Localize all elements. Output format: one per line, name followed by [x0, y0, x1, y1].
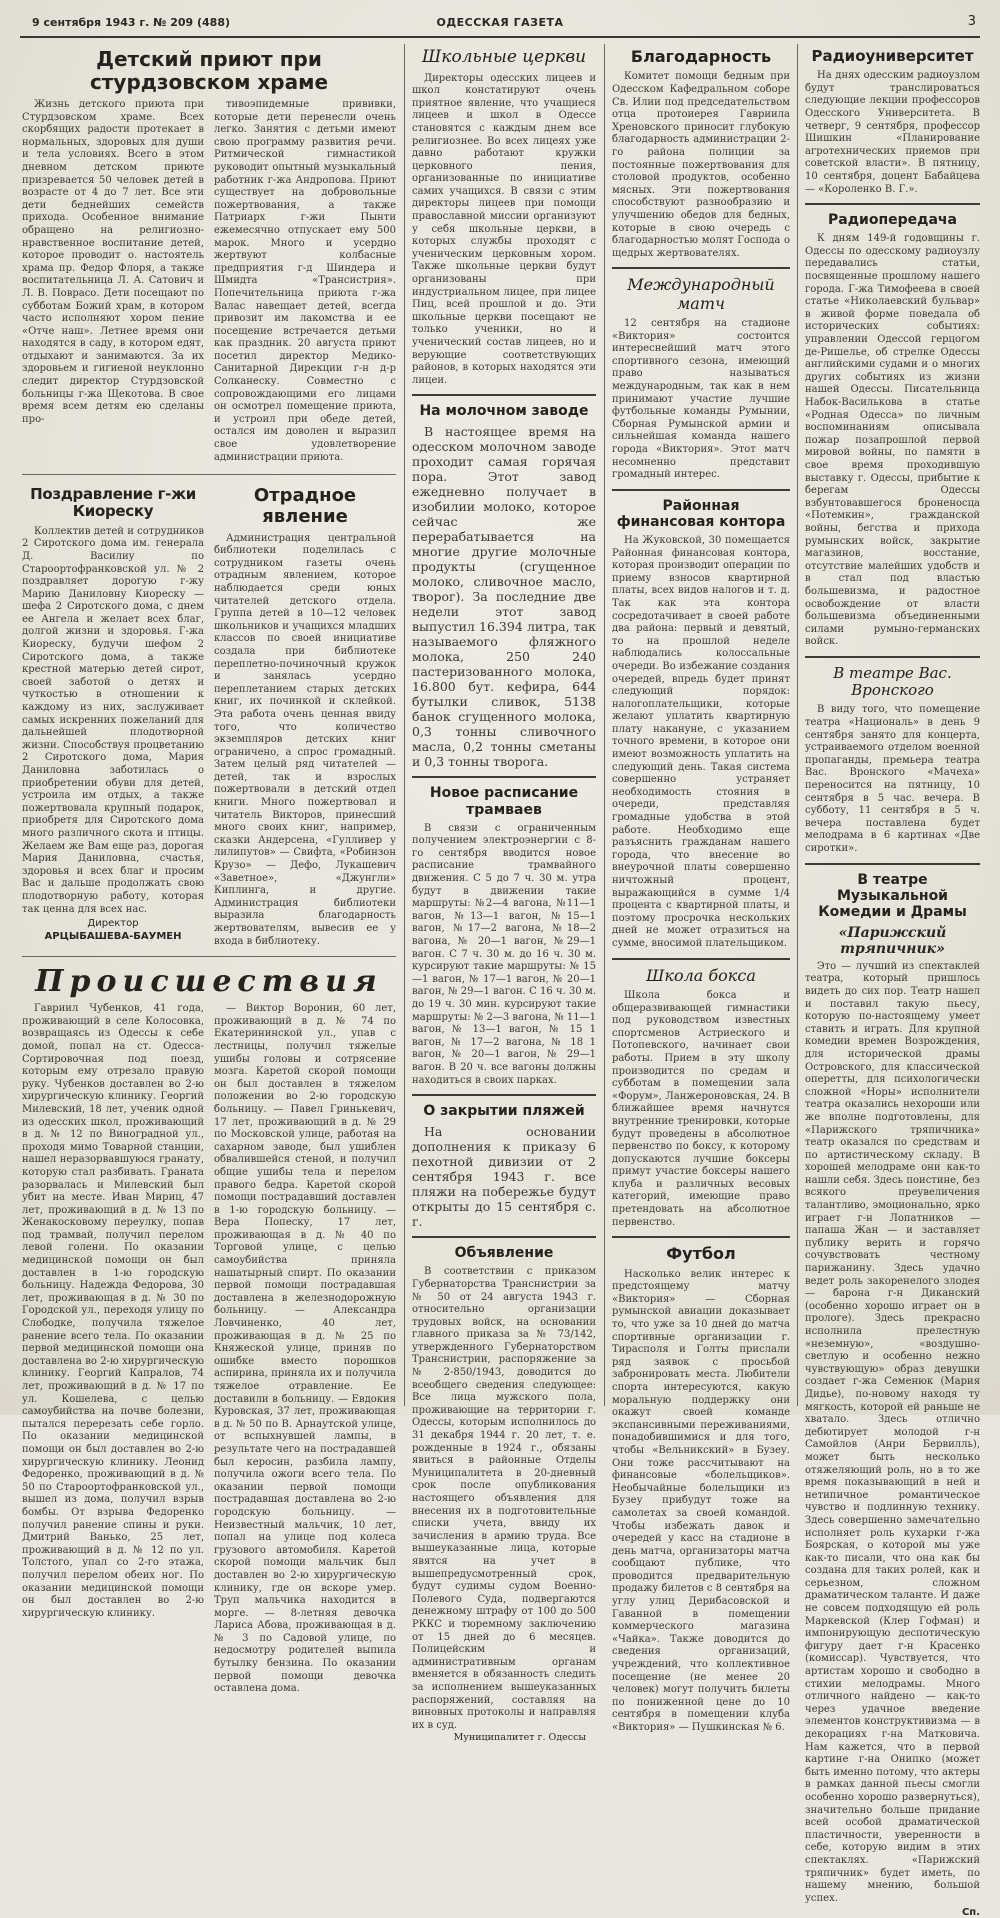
orphanage-article [22, 99, 396, 464]
radio-headline: Радиопередача [828, 212, 957, 229]
orphanage-text-a: Жизнь детского приюта при Стурдзовском храме. Всех скорбящих радости протекает в нормальных, здоровых для души и тела условиях. Всего в этом дневном детском приюте призревается 50 человек детей в возрасте от 4 до 7 лет. Все эти дети беднейших семейств прихода. Особенное внимание обращено на религиозно-нравственное воспитание детей, которое проводит о. настоятель храма пр. Федор Флоря, а также воспитательница Л. А. Сатович и Л. В. Поврасо. Дети посещают по субботам Божий храм, в котором часто исполняют хором пение «Отче наш». Летнее время они находятся в саду, в котором едят, отдыхают и занимаются. За их здоровьем и гигиеной неуклонно следит директор Стурдзовской больницы г-жа Щекотова. В свое время всем детям ею сделаны про- [22, 99, 204, 425]
divider [412, 776, 596, 778]
vronsky-headline: В театре Вас. Вронского [833, 663, 952, 700]
column-rule [604, 44, 605, 1406]
congrats-sign-name: АРЦЫБАШЕВА-БАУМЕН [44, 931, 182, 943]
tram-headline: Новое расписание трамваев [429, 785, 579, 818]
dairy-text: В настоящее время на одесском молочном заводе проходит самая горячая пора. Этот завод ежедневно получает в изобилии молоко, которое сейчас же перерабатывается на многие другие молочные продукты (сгущенное молоко, сливочное масло, творог). За последние две недели этот завод выпустил 16.394 литра, так называемого фляжного молока, 250 240 пастеризованного молока, 16.800 бут. кефира, 644 бутылки сливок, 5138 банок сгущенного молока, 0,3 тонны сливочного масла, 0,2 тонны сметаны и 0,3 тонны творога. [412, 424, 596, 770]
football-headline: Футбол [666, 1244, 736, 1264]
musical-subtitle: «Парижский тряпичник» [838, 924, 947, 957]
notice-headline: Объявление [454, 1245, 554, 1262]
beach-headline: О закрытии пляжей [423, 1103, 585, 1120]
notice-signature: Муниципалитет г. Одессы [453, 1732, 586, 1744]
masthead [20, 12, 980, 38]
thanks-text: Комитет помощи бедным при Одесском Кафедральном соборе Св. Илии под председательством отца протоиерея Гавриила Хреновского приносит глубокую благодарность администрации 2-го района полиции за постоянные пожертвования для столовой продуктов, особенно мясных. Эти пожертвования способствуют разнообразию и улучшению обедов для бедных, которые в свою очередь с благодарностью молят Господа о щедрых жертвователях. [612, 71, 790, 259]
boxing-text: Школа бокса и общеразвивающей гимнастики под руководством известных спортсменов Астриеского и Потопевского, начинает свои работы. Прием в эту школу производится по средам и субботам в помещении зала «Форум», Ланжероновская, 24. В ближайшее время начнутся внутренние тренировки, которые будут проведены в абсолютное первенство по боксу, к которому допускаются лучшие боксеры примут участие боксеры нашего клуба и различных весовых категорий, имеющие право претендовать на абсолютное первенство. [612, 989, 790, 1228]
divider [22, 956, 396, 957]
incidents-text-b: — Виктор Воронин, 60 лет, проживающий в д. № 74 по Екатерининской ул., упав с лестницы, получил тяжелые ушибы головы и сотрясение мозга. Каретой скорой помощи он был доставлен в тяжелом положении во 2-ю городскую больницу. — Павел Гринькевич, 17 лет, проживающий в д. № 29 по Московской улице, работая на сахарном заводе, был ушиблен обвалившейся стеной, и получил общие ушибы тела и перелом правого бедра. Каретой скорой помощи пострадавший доставлен в 1-ю городскую больницу. — Вера Попеску, 17 лет, проживающая в д. № 40 по Торговой улице, с целью самоубийства приняла нашатырный спирт. По оказании первой помощи пострадавшая доставлена в железнодорожную больницу. — Александра Ловчиненко, 40 лет, проживающая в д. № 25 по Княжеской улице, приняв по ошибке вместо порошков аспирина, приняла их и получила тяжелое отравление. Ее доставили в больницу. — Евдокия Куровская, 37 лет, проживающая в д. № 50 по В. Арнаутской улице, от вспыхнувшей лампы, в результате чего на пострадавшей был керосин, разбила лампу, получила ожоги всего тела. По оказании первой помощи пострадавшая доставлена во 2-ю городскую больницу. — Неизвестный мальчик, 10 лет, попал на улице под колеса грузового автомобиля. Каретой скорой помощи мальчик был доставлен во 2-ю хирургическую клинику, где он вскоре умер. Труп мальчика находится в морге. — 8-летняя девочка Лариса Абова, проживающая в д. № 3 по Садовой улице, по недосмотру родителей выпила бутылку бензина. По оказании первой помощи девочка оставлена дома. [214, 1003, 396, 1695]
divider [805, 863, 980, 865]
congrats-sign-role: Директор [87, 918, 139, 930]
vronsky-text: В виду того, что помещение театра «Националь» в день 9 сентября занято для концерта, устраиваемого отделом военной пропаганды, премьера театра Вас. Вронского «Мачеха» переносится на пятницу, 10 сентября в 5 час. вечера. В субботу, 11 сентября в 5 ч. вечера поставлена будет мелодрама в 6 картинах «Две сиротки». [805, 704, 980, 854]
orphanage-headline: Детский приют при стурдзовском храме [89, 47, 329, 94]
divider [412, 1236, 596, 1238]
column-4 [805, 44, 980, 1918]
newspaper-name: ОДЕССКАЯ ГАЗЕТА [436, 16, 564, 29]
churches-headline: Школьные церкви [421, 47, 587, 67]
incidents-headline: Происшествия [35, 964, 383, 1000]
beach-text: На основании дополнения к приказу 6 пехотной дивизии от 2 сентября 1943 г. все пляжи на побережье будут открыты до 15 сентября с. г. [412, 1124, 596, 1230]
dairy-headline: На молочном заводе [419, 403, 589, 420]
divider [412, 394, 596, 396]
uplifting-article [214, 482, 396, 948]
divider [612, 1236, 790, 1238]
radio-univ-headline: Радиоуниверситет [811, 47, 974, 65]
uplifting-text: Администрация центральной библиотеки поделилась с сотрудником газеты очень отрадным явлением, которое наблюдается среди юных читателей детского отдела. Группа детей в 10—12 человек школьников и учащихся младших классов по своей инициативе создала при библиотеке переплетно-починочный кружок и занялась усердно переплетанием старых детских книг, их починкой и склейкой. Эта работа очень ценная ввиду того, что количество экземпляров детских книг ограничено, а спрос громадный. Затем целый ряд читателей — детей, так и взрослых пожертвовали в детский отдел книги. Много пожертвовал и читатель Викторов, принесший много своих книг, например, сказки Андерсена, «Гулливер у лилипутов» — Свифта, «Робинзон Крузо» — Дефо, Лукашевич «Заветное», «Джунгли» Киплинга, и другие. Администрация библиотеки выразила благодарность жертвователям, вывесив ее у входа в библиотеку. [214, 532, 396, 947]
orphanage-text-b: тивоэпидемные прививки, которые дети перенесли очень легко. Занятия с детьми имеют свою программу развития речи. Ритмической гимнастикой руководит опытный музыкальный работник г-жа Андропова. Приют существует на добровольные пожертвования, а также Патриарх г-жи Пынти ежемесячно отпускает ему 500 марок. Много и усердно жертвуют колбасные предприятия г-д Шиндера и Шмидта «Трансистрия». Попечительница приюта г-жа Валас навещает детей, всегда привозит им лакомства и ее посещение встречается детьми как праздник. 20 августа приют посетил директор Медико-Санитарной Дирекции г-н д-р Солканеску. Совместно с сопровождающими его лицами он осмотрел помещение приюта, и устроил при обеде детей, остался им доволен и выразил свое удовлетворение администрации приюта. [214, 99, 396, 463]
issue-date: 9 сентября 1943 г. № 209 (488) [32, 16, 231, 29]
incidents-article [22, 1003, 396, 1696]
musical-headline: В театре Музыкальной Комедии и Драмы [818, 871, 967, 920]
notice-text: В соответствии с приказом Губернаторства Транснистрии за № 50 от 24 августа 1943 г. относительно организации трудовых войск, на основании главного приказа за № 73/142, утвержденного Губернаторством Транснистрии, распоряжение за № 2-850/1943, доводится до всеобщего сведения следующее: Все лица мужского пола, проживающие на территории г. Одессы, которым исполнилось до 31 декабря 1944 г. 20 лет, т. е. рожденные в 1924 г., обязаны явиться в районные Отделы Муниципалитета в 20-дневный срок после опубликования настоящего объявления для внесения их в подготовительные списки учета, ввиду их зачисления в армию труда. Все вышеуказанные лица, которые явятся на учет в вышепредусмотренный срок, будут судимы судом Военно-Полевого Суда, подвергаются денежному штрафу от 100 до 500 РККС и тюремному заключению от 15 дней до 6 месяцев. Полицейским и административным органам вменяется в обязанность следить за исполнением вышеуказанных распоряжений, составляя на виновных протоколы и направляя их в суд. [412, 1266, 596, 1731]
uplifting-headline: Отрадное явление [253, 485, 357, 527]
divider [612, 267, 790, 269]
radio-text: К дням 149-й годовщины г. Одессы по одесскому радиоузлу передавались статьи, посвященные прошлому нашего города. Г-жа Тимофеева в своей статье «Николаевский бульвар» в живой форме поведала об исторических событиях: управлении Одессой герцогом де-Ришелье, об стрелке Одессы английскими судами и о многих других событиях из жизни нашей Одессы. Писательница Набок-Васильковa в статье «Родная Одесса» по личным воспоминаниям описывала пожар позапрошлой первой мировой войны, по памяти в свое время проходившую выставку г. Одессы, прибытие к берегам Одессы взбунтовавшегося броненосца «Потемкин», гражданской войны, бегства и прихода румынских войск, закрытие магазинов, восстание, отсутствие малейших удобств и в стал под властью большевизма, и радостное освобождение от власти большевизма объединенными силами румыно-германских войск. [805, 233, 980, 648]
incidents-text-a: Гавриил Чубенков, 41 года, проживающий в селе Колосовка, возвращаясь из Одессы к себе домой, попал на ст. Одесса-Сортировочная под поезд, которым ему отрезало правую руку. Чубенков доставлен во 2-ю хирургическую клинику. Георгий Милевский, 18 лет, ученик одной из одесских школ, проживающий в д. № 12 по Виноградной ул., проходя мимо Товарной станции, нашел неразорвавшуюся гранату, которую стал разбивать. Граната разорвалась и Милевский был убит на месте. Иван Мириц, 47 лет, проживающий в д. № 13 по Женакосковому переулку, попав под трамвай, получил перелом левой голени. По оказании медицинской помощи он был доставлен в 1-ю городскую больницу. Надежда Федорова, 30 лет, проживающая в д. № 30 по Городской ул., переходя улицу по Слободке, получила тяжелое ранение всего тела. По оказании первой медицинской помощи она доставлена во 2-ю хирургическую клинику. Георгий Капралов, 74 лет, проживающий в д. № 17 по ул. Кошелева, с целью самоубийства на почве болезни, пытался перерезать себе горло. По оказании медицинской помощи он был доставлен во 2-ю хирургическую клинику. Леонид Федоренко, проживающий в д. № 50 по Староортофранковской ул., вышел из дома, получил взрыв бомбы. От взрыва Федоренко получил ранение спины и руки. Дмитрий Ванько, 25 лет, проживающий в д. № 12 по ул. Толстого, упал со 2-го этажа, получил перелом обеих ног. По оказании медицинской помощи он был доставлен во 2-ю хирургическую клинику. [22, 1003, 204, 1619]
congrats-text: Коллектив детей и сотрудников 2 Сиротского дома им. генерала Д. Василиу по Староортофранковской ул. № 2 поздравляет дорогую г-жу Марию Даниловну Киореску — шефа 2 Сиротского дома, с днем ее Ангела и желает всех благ, долгой жизни и здоровья. Г-жа Киореску, будучи шефом 2 Сиротского дома, а также крестной матерью детей сирот, своей заботой о детях и чуткостью в отношении к каждому из них, заслуживает самых искренних пожеланий для дальнейшей плодотворной жизни. Способствуя процветанию 2 Сиротского дома, Мария Даниловна заботилась о приобретении обуви для детей, устроила им отдых, а также пожертвовала крупный подарок, приобретя для Сиротского дома много различного скота и птицы. Желаем же Вам еще раз, дорогая Мария Даниловна, счастья, здоровья и всех благ и просим Вас и дальше продолжать свою плодотворную работу, которая так ценна для всех нас. [22, 525, 204, 915]
divider [612, 958, 790, 960]
finance-headline: Районная финансовая контора [616, 497, 786, 530]
column-3 [612, 44, 790, 1734]
musical-signature: Сп. [961, 1907, 980, 1918]
match-headline: Международный матч [627, 275, 775, 313]
divider [22, 474, 396, 475]
column-2 [412, 44, 596, 1744]
congrats-headline: Поздравление г-жи Киореску [30, 485, 196, 521]
finance-text: На Жуковской, 30 помещается Районная финансовая контора, которая производит операции по приему взносов квартирной платы, всех видов налогов и т. д. Так как эта контора сосредотачивает в своей работе два района: первый и девятый, то на прошлой неделе наблюдались колоссальные очереди. Во избежание создания очередей, впредь будет принят следующий порядок: налогоплательщики, которые желают уплатить квартирную плату накануне, с указанием точного времени, в которое они имеют возможность уплатить на следующий день. Такая система совершенно устраняет необходимость стояния в очереди, представляя громадные удобства в этой работе. Необходимо еще разъяснить гражданам нашего города, что внесение во внеурочной платы совершенно ничтожный процент, выражающийся в сумме 1/4 процента с квартирной платы, и поэтому просрочка нескольких дней не может отразиться на сумме, вносимой плательщиком. [612, 534, 790, 949]
match-text: 12 сентября на стадионе «Виктория» состоится интереснейший матч этого спортивного сезона, имеющий право называться международным, так как в нем принимают участие лучшие футбольные команды Румынии, Сборная Румынской армии и сильнейшая команда нашего города «Виктория». Этот матч несомненно представит громадный интерес. [612, 318, 790, 481]
football-text: Насколько велик интерес к предстоящему матчу «Виктория» — Сборная румынской авиации доказывает то, что уже за 10 дней до матча спортивные организации г. Тирасполя и Голты прислали ряд заявок с просьбой забронировать места. Любители спорта интересуются, какую моральную поддержку они окажут своей команде экспансивными переживаниями, понадобившимися и для того, чтобы «Вельникский» в Бузеу. Они тоже рассчитывают на финансовые «болельщиков». Необычайные болельщики из Бузеу прибудут тоже на самолетах за своей командой. Чтобы избежать давок и очередей у касс на стадионе в день матча, организаторы матча сообщают публике, что проводится предварительную продажу билетов с 8 сентября на углу улиц Дерибасовской и Гаванной в помещении коммерческого магазина «Чайка». Также доводится до сведения организаций, учреждений, что коллективное посещение (не менее 20 человек) могут получить билеты по пониженной цене до 10 сентября в помещении клуба «Виктория» — Пушкинская № 6. [612, 1268, 790, 1734]
musical-text: Это — лучший из спектаклей театра, который пришлось видеть до сих пор. Театр нашел и поставил такую пьесу, которую по-настоящему умеет ставить и играть. Для крупной комедии времен Возрождения, для исторической драмы Островского, для классической оперетты, для психологически сложной «Норы» исполнители театра оказались нехороши или же вполне подготовлены, для «Парижского тряпичника» театр оказался по средствам и по артистическому складу. В хорошей мелодраме они как-то нашли себя. Здесь поистине, без всякого преувеличения талантливо, эмоционально, ярко играет г-н Лопатников — папаша Жан — и заставляет публику верить и горячо сочувствовать честному парижанину. Здесь удачно ведет роль закоренелого злодея — барона г-н Диканский (особенно хорошо играет он в прологе). Здесь прекрасно исполнила прелестную «неземную», «воздушно-светлую и особенно нежно чувствующую» образ девушки создает г-жа Семенюк (Мария Дидье), по-новому находя ту мягкость, которой ей раньше не хватало. Здесь отлично дебютирует молодой г-н Самойлов (Анри Бервилль), может быть несколько отяжеляющий роль, но в то же время показывающий в ней и нетипичное романтическое чувство и подлинную технику. Здесь совершенно замечательно исполняет роль кухарки г-жа Боярская, о которой мы уже как-то писали, что она как бы создана для таких ролей, как и серьезном, сложном драматическом таланте. И даже не совсем подходящую ей роль Маркевской (Клер Гофман) и импонирующую деспотическую фигуру дает г-н Красенко (комиссар). Чувствуется, что артистам хорошо и свободно в стихии мелодрамы. Много отличного найдено — как-то через удачное введение элементов конструктивизма — в декорациях г-на Матковича. Нам кажется, что в первой картине г-на Онипко (может быть именно потому, что актеры в рамках данной пьесы смогли особенно хорошо развернуться), значительно больше придание всей особой драматической пластичности, уверенности в себе, которую видим в этих спектаклях. «Парижский тряпичник» будет иметь, по нашему мнению, большой успех. [805, 960, 980, 1904]
churches-text: Директоры одесских лицеев и школ констатируют очень приятное явление, что учащиеся лицеев и школ в Одессе становятся с каждым днем все религиознее. Во всех лицеях уже давно работают кружки церковного пения, организованные по инициативе самих учащихся. В связи с этим директоры лицеев при помощи православной миссии организуют у себя школьные церкви, в которых службы проходят с ученическим церковным хором. Также школьные церкви будут организованы при индустриальном лицее, при лицее Пиц, всей прошлой и до. Эти школьные церкви посещают не только ученики, но и ученический состав лицеев, но и верующие соответствующих районов, в которых находятся эти лицеи. [412, 72, 596, 386]
divider [805, 203, 980, 205]
column-1 [22, 44, 396, 1695]
column-rule [404, 44, 405, 1406]
divider [412, 1094, 596, 1096]
tram-text: В связи с ограниченным получением электроэнергии с 8-го сентября вводится новое расписание трамвайного движения. С 5 до 7 ч. 30 м. утра будут в движении такие маршруты: №2—4 вагона, №11—1 вагон, №13—1 вагон, №15—1 вагон, №17—2 вагона, №18—2 вагона, № 20—1 вагон, №29—1 вагон. С 7 ч. 30 м. до 16 ч. 30 м. курсируют такие маршруты: № 15—1 вагон, № 17—1 вагон, № 20—1 вагон, № 29—1 вагон. С 16 ч. 30 м. до 19 ч. 30 мин. курсируют такие маршруты: № 2—3 вагона, № 11—1 вагон, № 13—1 вагон, № 15 1 вагон, № 17—2 вагона, № 18 1 вагон, № 20—1 вагон, № 29—1 вагон. В 20 ч. все вагоны должны находиться в своих парках. [412, 822, 596, 1086]
page-number: 3 [967, 14, 976, 29]
column-rule [797, 44, 798, 1406]
congrats-article [22, 482, 204, 948]
thanks-headline: Благодарность [630, 47, 772, 66]
boxing-headline: Школа бокса [646, 965, 756, 985]
divider [612, 489, 790, 491]
radio-univ-text: На днях одесским радиоузлом будут транслироваться следующие лекции профессоров Одесского Университета. В четверг, 9 сентября, профессор Шишкин «Планирование агротехнических приемов при советской власти». В пятницу, 10 сентября, доцент Бабайцева — «Короленко В. Г.». [805, 70, 980, 195]
congrats-uplifting-row [22, 482, 396, 948]
divider [805, 656, 980, 658]
